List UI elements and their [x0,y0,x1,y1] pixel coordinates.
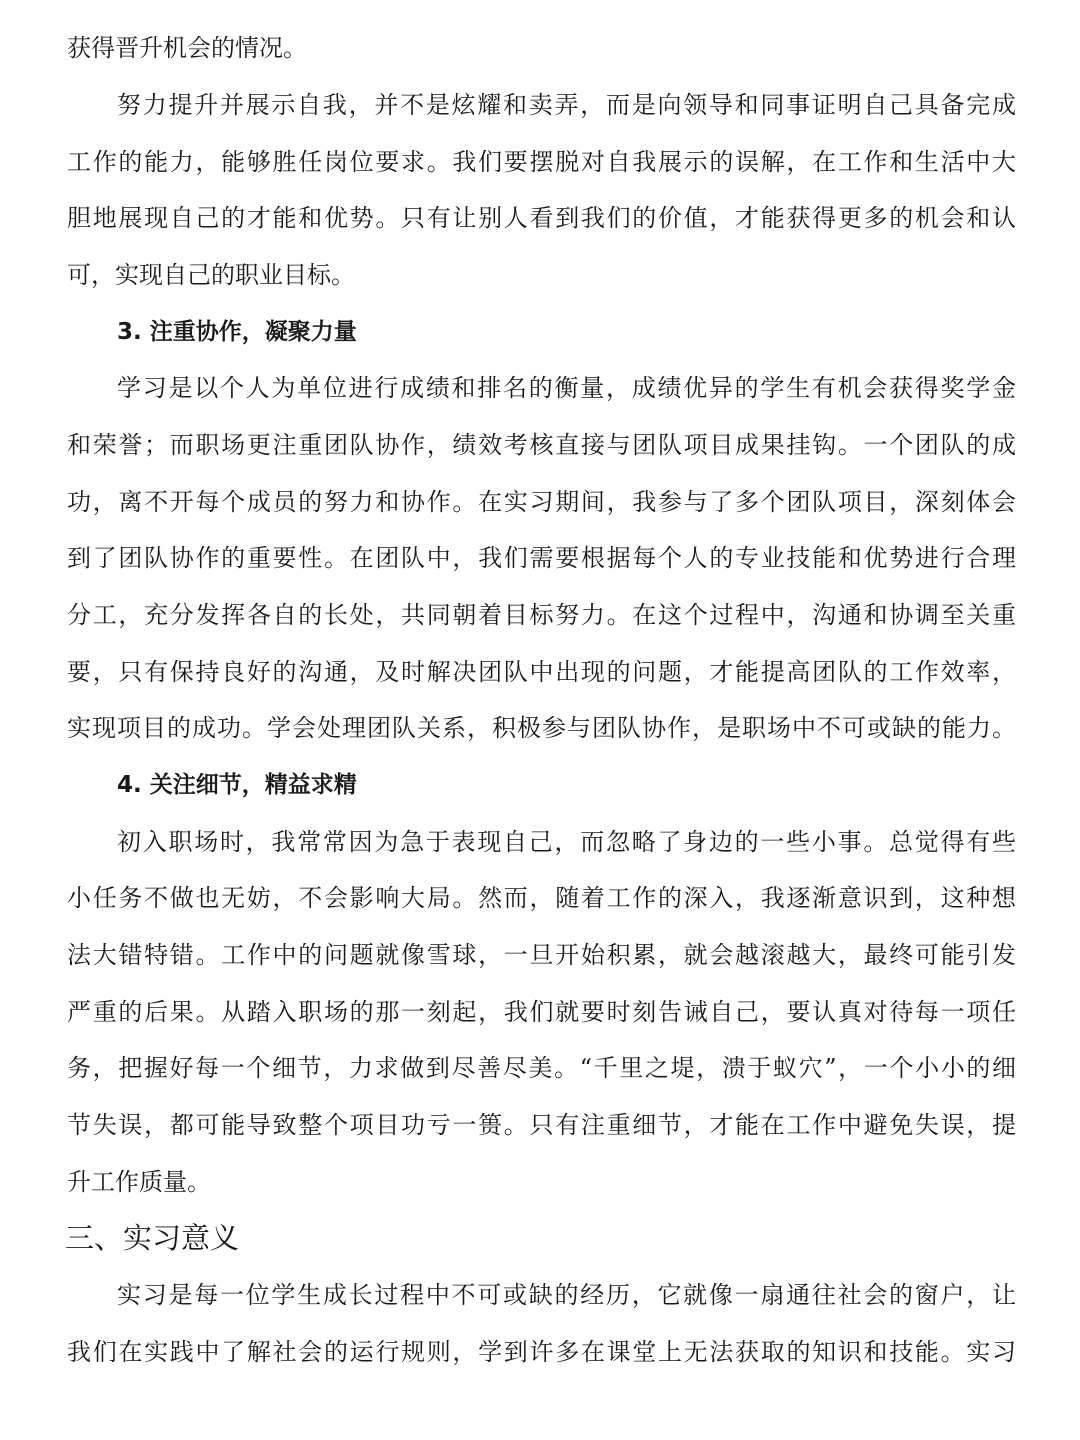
paragraph-line: 小任务不做也无妨，不会影响大局。然而，随着工作的深入，我逐渐意识到，这种想 [67,884,1016,912]
paragraph-line: 严重的后果。从踏入职场的那一刻起，我们就要时刻告诫自己，要认真对待每一项任 [67,998,1016,1026]
section-heading: 三、实习意义 [65,1221,240,1255]
paragraph-line: 实现项目的成功。学会处理团队关系，积极参与团队协作，是职场中不可或缺的能力。 [67,714,1016,742]
paragraph-line: 学习是以个人为单位进行成绩和排名的衡量，成绩优异的学生有机会获得奖学金 [117,374,1016,402]
paragraph-line: 功，离不开每个成员的努力和协作。在实习期间，我参与了多个团队项目，深刻体会 [67,488,1016,516]
paragraph-line: 分工，充分发挥各自的长处，共同朝着目标努力。在这个过程中，沟通和协调至关重 [67,601,1016,629]
paragraph-line: 实习是每一位学生成长过程中不可或缺的经历，它就像一扇通往社会的窗户，让 [117,1281,1016,1309]
paragraph-line: 和荣誉；而职场更注重团队协作，绩效考核直接与团队项目成果挂钩。一个团队的成 [67,431,1016,459]
paragraph-line: 工作的能力，能够胜任岗位要求。我们要摆脱对自我展示的误解，在工作和生活中大 [67,148,1016,176]
paragraph-line: 到了团队协作的重要性。在团队中，我们需要根据每个人的专业技能和优势进行合理 [67,544,1016,572]
paragraph-line: 要，只有保持良好的沟通，及时解决团队中出现的问题，才能提高团队的工作效率， [67,658,1016,686]
paragraph-line: 法大错特错。工作中的问题就像雪球，一旦开始积累，就会越滚越大，最终可能引发 [67,941,1016,969]
paragraph-line: 胆地展现自己的才能和优势。只有让别人看到我们的价值，才能获得更多的机会和认 [67,204,1016,232]
paragraph-line: 获得晋升机会的情况。 [67,34,307,62]
subheading-details: 4. 关注细节，精益求精 [117,772,357,798]
paragraph-line: 节失误，都可能导致整个项目功亏一篑。只有注重细节，才能在工作中避免失误，提 [67,1111,1016,1139]
paragraph-line: 务，把握好每一个细节，力求做到尽善尽美。“千里之堤，溃于蚁穴”，一个小小的细 [67,1054,1016,1082]
paragraph-line: 可，实现自己的职业目标。 [67,261,355,289]
paragraph-line: 初入职场时，我常常因为急于表现自己，而忽略了身边的一些小事。总觉得有些 [117,828,1016,856]
paragraph-line: 我们在实践中了解社会的运行规则，学到许多在课堂上无法获取的知识和技能。实习 [67,1338,1016,1366]
paragraph-line: 努力提升并展示自我，并不是炫耀和卖弄，而是向领导和同事证明自己具备完成 [117,91,1016,119]
subheading-collaboration: 3. 注重协作，凝聚力量 [117,319,357,345]
paragraph-line: 升工作质量。 [67,1168,211,1196]
